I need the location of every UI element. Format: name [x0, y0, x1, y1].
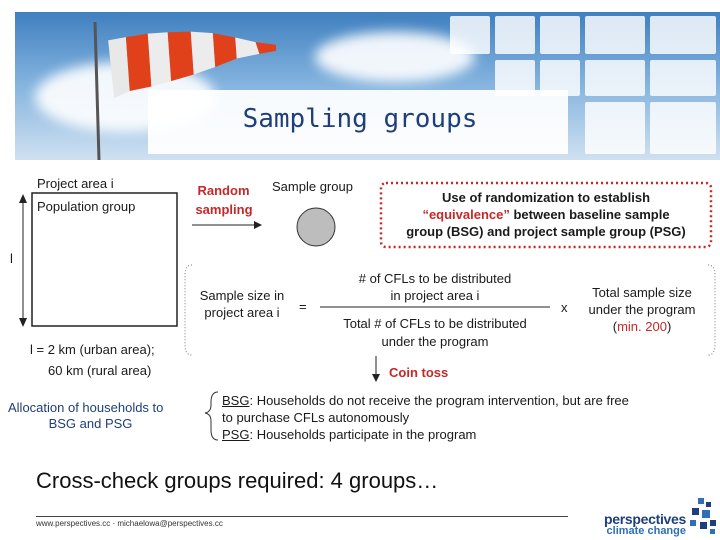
coin-toss-label: Coin toss: [389, 365, 449, 380]
formula-rhs-line1: Total sample size: [592, 285, 692, 300]
equivalence-line2-rest: between baseline sample: [509, 207, 670, 222]
allocation-label-line1: Allocation of households to: [8, 400, 164, 415]
equivalence-line2: [381, 207, 711, 222]
logo-icon: [688, 496, 718, 536]
formula-lhs-line1: Sample size in: [199, 288, 285, 303]
side-length-label: l: [10, 251, 13, 266]
equivalence-term: “equivalence”: [422, 207, 510, 222]
formula-times: x: [561, 300, 568, 315]
random-sampling-arrow: [192, 221, 262, 229]
formula-lhs-line2: project area i: [204, 305, 280, 320]
minimum-sample-value: min. 200: [617, 319, 667, 334]
equivalence-line3: group (BSG) and project sample group (PSG): [406, 224, 686, 239]
page-title: Sampling groups: [242, 104, 478, 134]
formula-bracket-right: [708, 265, 715, 355]
footer-divider: [36, 516, 568, 517]
numerator-line1: # of CFLs to be distributed: [358, 271, 512, 286]
urban-size-label: l = 2 km (urban area);: [30, 342, 155, 357]
formula-equals: =: [299, 299, 307, 314]
bsg-text: : Households do not receive the program intervention, but are free: [249, 393, 629, 408]
formula-rhs-line3: [577, 319, 707, 334]
bsg-description-line1: [222, 393, 629, 408]
psg-text: : Households participate in the program: [249, 427, 477, 442]
denominator-line2: under the program: [381, 334, 489, 349]
footer-contact: www.perspectives.cc · michaelowa@perspectives.cc: [36, 519, 223, 528]
project-area-label: Project area i: [37, 176, 114, 191]
formula-bracket-left: [185, 265, 192, 355]
formula-rhs-line2: under the program: [588, 302, 696, 317]
group-brace: [205, 392, 218, 440]
rural-size-label: 60 km (rural area): [48, 363, 152, 378]
numerator-line2: in project area i: [390, 288, 480, 303]
bsg-description-line2: to purchase CFLs autonomously: [222, 410, 410, 425]
sample-group-circle: [297, 208, 335, 246]
coin-toss-arrow: [372, 356, 380, 382]
cross-check-note: Cross-check groups required: 4 groups…: [36, 468, 439, 493]
population-group-label: Population group: [37, 199, 136, 214]
logo-wordmark-line1: perspectives: [603, 511, 686, 527]
allocation-label-line2: BSG and PSG: [48, 416, 133, 431]
random-sampling-label-line1: Random: [197, 183, 250, 198]
side-length-arrow: [19, 194, 27, 327]
equivalence-line1: Use of randomization to establish: [441, 190, 651, 205]
psg-abbr: PSG: [222, 427, 250, 442]
paren-open: (: [612, 319, 618, 334]
paren-close: ): [666, 319, 672, 334]
denominator-line1: Total # of CFLs to be distributed: [343, 316, 527, 331]
psg-description: [222, 427, 476, 442]
random-sampling-label-line2: sampling: [195, 202, 253, 217]
logo-wordmark-line2: climate change: [606, 525, 686, 537]
sample-group-label: Sample group: [272, 179, 353, 194]
bsg-abbr: BSG: [222, 393, 250, 408]
